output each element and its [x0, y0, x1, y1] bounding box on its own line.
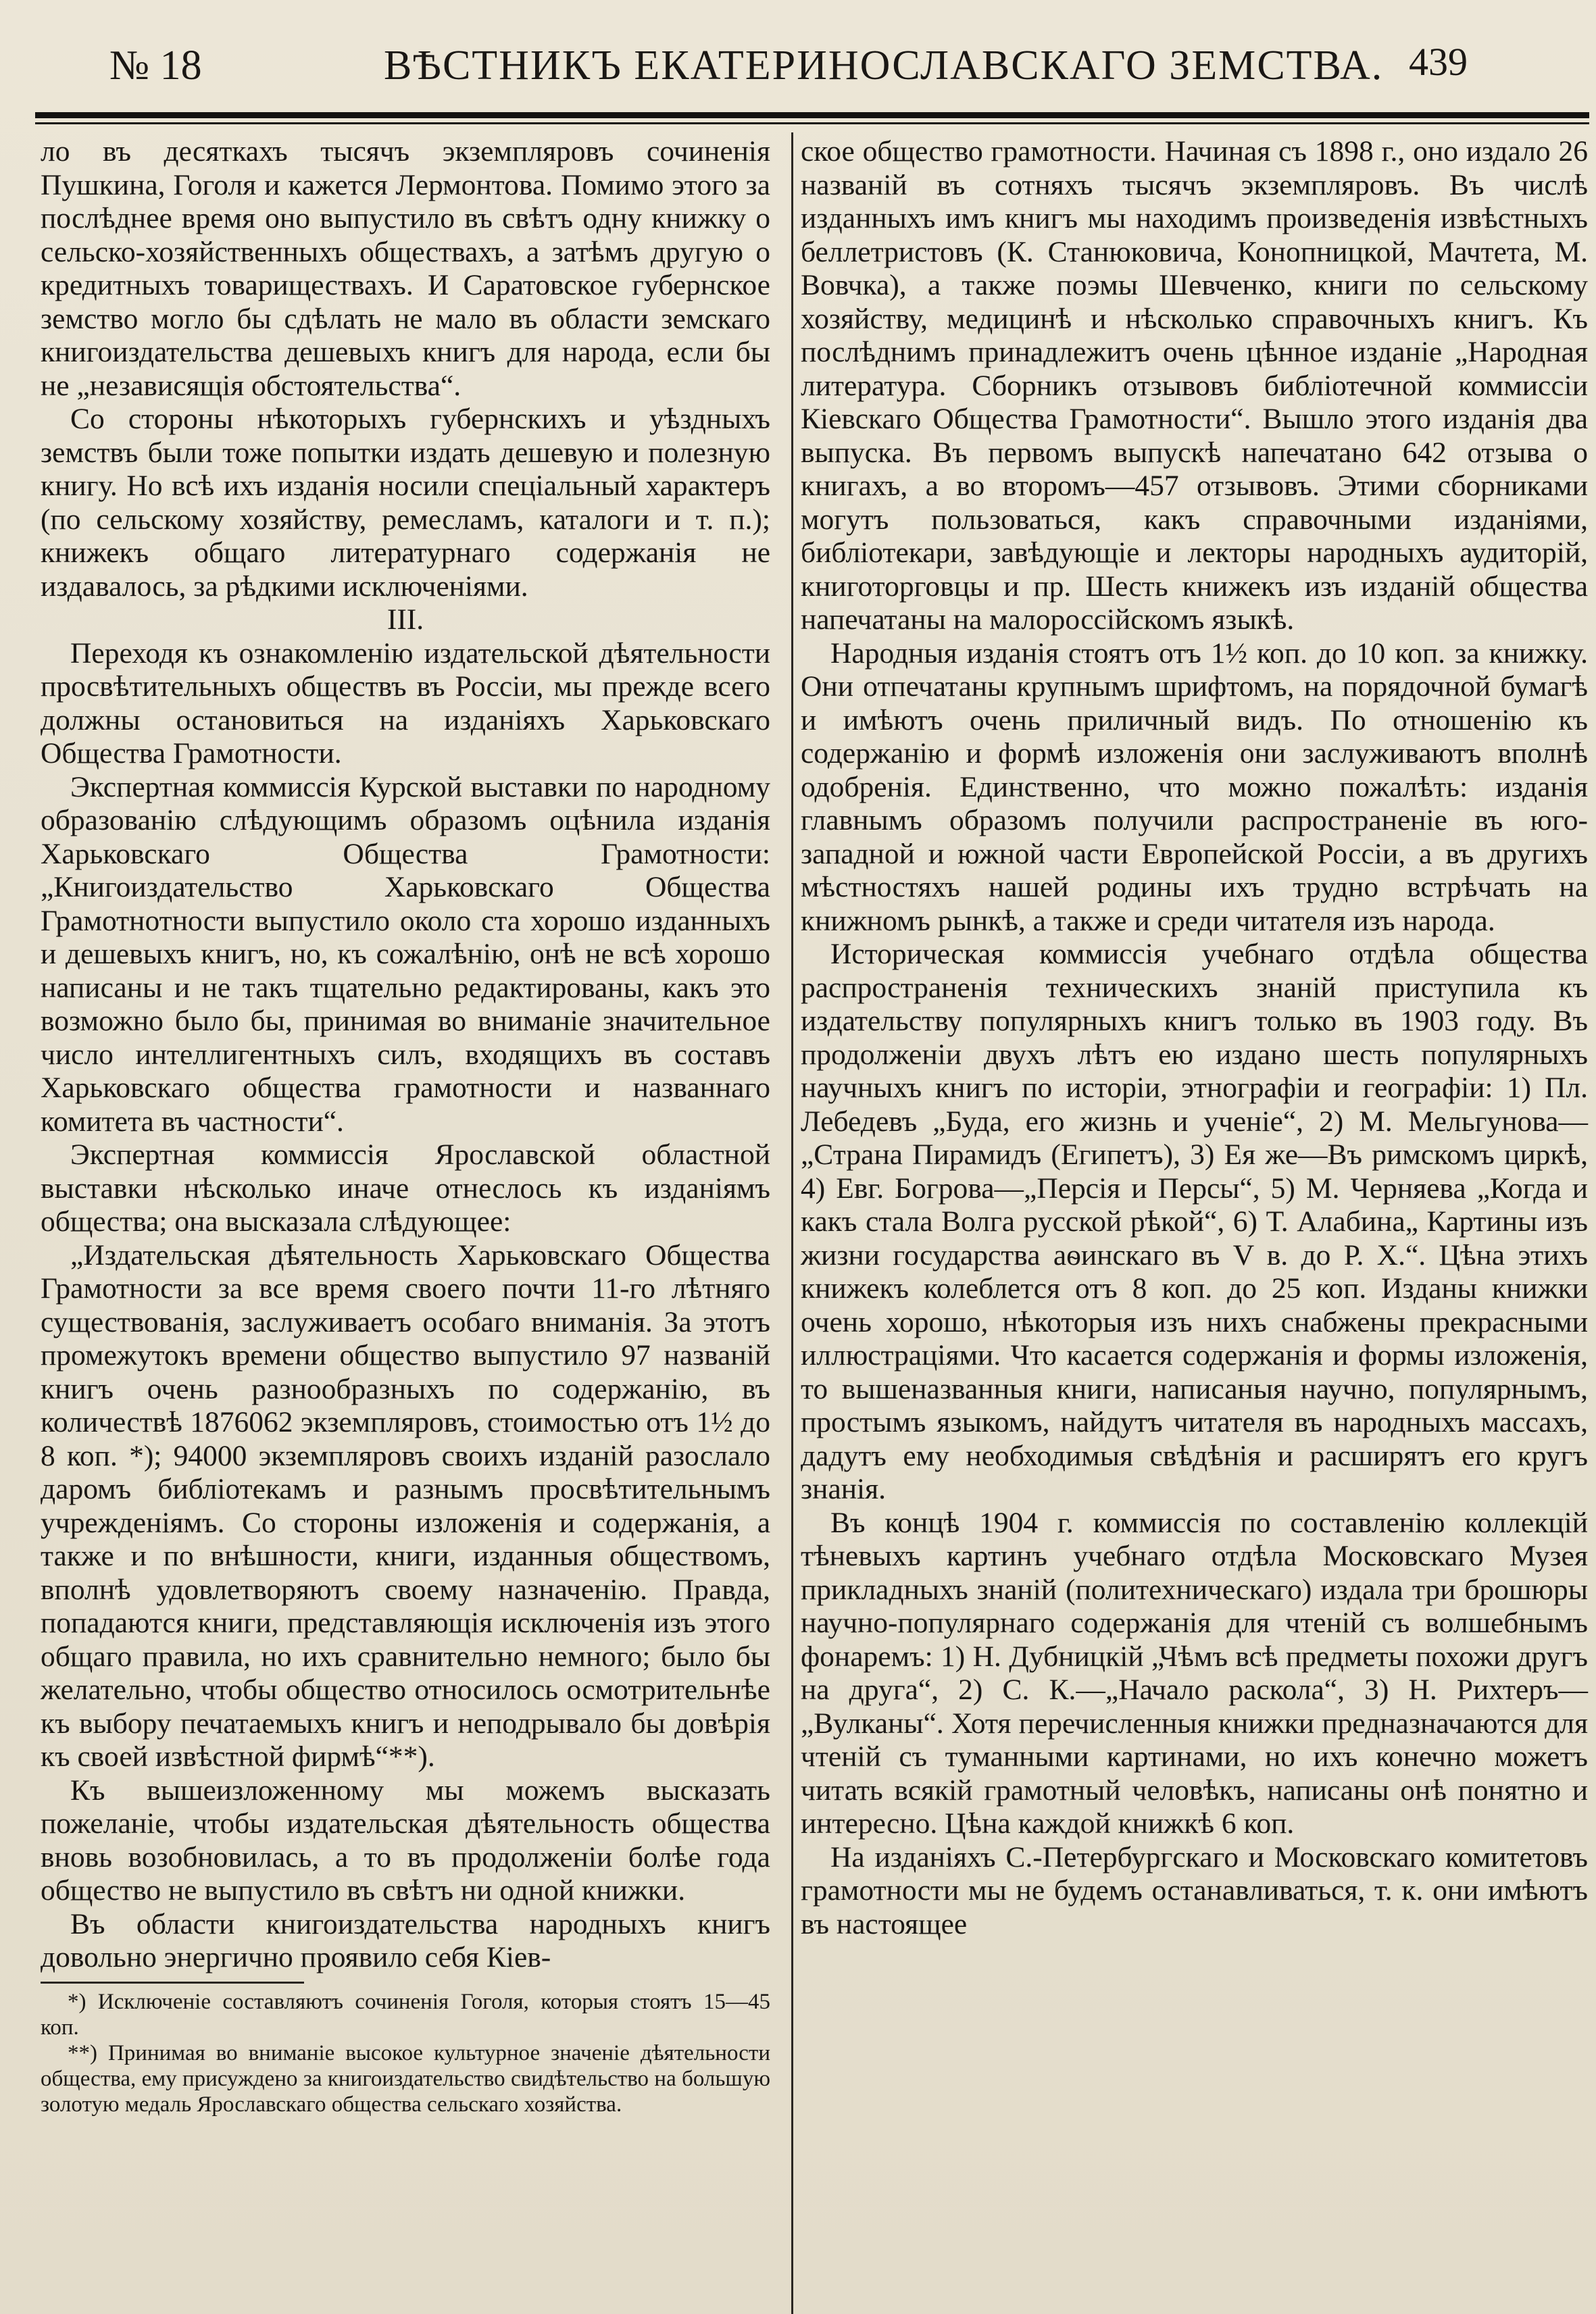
footnote-rule [41, 1982, 304, 1984]
paragraph: Историческая коммиссія учебнаго отдѣла общества распространенія техническихъ знаній приступила къ издательству популярныхъ книгъ только въ 1903 году. Въ продолженіи двухъ лѣтъ ею издано шесть популярныхъ научныхъ книгъ по исторіи, этнографіи и географіи: 1) Пл. Лебедевъ „Буда, его жизнь и ученіе“, 2) М. Мельгунова—„Страна Пирамидъ (Египетъ), 3) Ея же—Въ римскомъ циркѣ, 4) Евг. Богрова—„Персія и Персы“, 5) М. Черняева „Когда и какъ стала Волга русской рѣкой“, 6) Т. Алабина„ Картины изъ жизни государства аѳинскаго въ V в. до Р. Х.“. Цѣна этихъ книжекъ колеблется отъ 8 коп. до 25 коп. Изданы книжки очень хорошо, нѣкоторыя изъ нихъ снабжены прекрасными иллюстраціями. Что касается содержанія и формы изложенія, то вышеназванныя книги, написаныя научно, популярнымъ, простымъ языкомъ, найдутъ читателя въ народныхъ массахъ, дадутъ ему необходимыя свѣдѣнія и расширятъ его кругъ знанія. [801, 938, 1588, 1505]
issue-number: № 18 [109, 43, 202, 89]
page-number: 439 [1409, 40, 1468, 84]
header-rule-thin [35, 122, 1589, 124]
paragraph: ское общество грамотности. Начиная съ 1898 г., оно издало 26 названій въ сотняхъ тысячъ экземпляровъ. Въ числѣ изданныхъ имъ книгъ мы находимъ произведенія извѣстныхъ беллетристовъ (К. Станюковича, Конопницкой, Мачтета, М. Вовчка), а также поэмы Шевченко, книги по сельскому хозяйству, медицинѣ и нѣсколько справочныхъ книгъ. Къ послѣднимъ принадлежитъ очень цѣнное изданіе „Народная литература. Сборникъ отзывовъ библіотечной коммиссіи Кіевскаго Общества Грамотности“. Вышло этого изданія два выпуска. Въ первомъ выпускѣ напечатано 642 отзыва о книгахъ, а во второмъ—457 отзывовъ. Этими сборниками могутъ пользоваться, какъ справочными изданіями, библіотекари, завѣдующіе и лекторы народныхъ аудиторій, книготорговцы и пр. Шесть книжекъ изъ изданій общества напечатаны на малороссійскомъ языкѣ. [801, 135, 1588, 636]
footnote: *) Исключеніе составляютъ сочиненія Гоголя, которыя стоятъ 15—45 коп. [41, 1989, 770, 2040]
paragraph: Народныя изданія стоятъ отъ 1½ коп. до 10 коп. за книжку. Они отпечатаны крупнымъ шрифтомъ, на порядочной бумагѣ и имѣютъ очень приличный видъ. По отношенію къ содержанію и формѣ изложенія они заслуживаютъ вполнѣ одобренія. Единственно, что можно пожалѣть: изданія главнымъ образомъ получили распространеніе въ юго-западной и южной части Европейской Россіи, а въ другихъ мѣстностяхъ нашей родины ихъ трудно встрѣчать на книжномъ рынкѣ, а также и среди читателя изъ народа. [801, 636, 1588, 937]
paragraph: Со стороны нѣкоторыхъ губернскихъ и уѣздныхъ земствъ были тоже попытки издать дешевую и полезную книгу. Но всѣ ихъ изданія носили спеціальный характеръ (по сельскому хозяйству, ремесламъ, каталоги и т. п.); книжекъ общаго литературнаго содержанія не издавалось, за рѣдкими исключеніями. [41, 403, 770, 603]
right-column [801, 135, 1588, 1941]
paragraph: Въ концѣ 1904 г. коммиссія по составленію коллекцій тѣневыхъ картинъ учебнаго отдѣла Московскаго Музея прикладныхъ знаній (политехническаго) издала три брошюры научно-популярнаго содержанія для чтеній съ волшебнымъ фонаремъ: 1) Н. Дубницкій „Чѣмъ всѣ предметы похожи другъ на друга“, 2) С. К.—„Начало раскола“, 3) Н. Рихтеръ—„Вулканы“. Хотя перечисленныя книжки предназначаются для чтеній съ туманными картинами, но ихъ конечно можетъ читать всякій грамотный человѣкъ, написаны онѣ понятно и интересно. Цѣна каждой книжкѣ 6 коп. [801, 1506, 1588, 1840]
column-divider [791, 132, 793, 2314]
paragraph: На изданіяхъ С.-Петербургскаго и Московскаго комитетовъ грамотности мы не будемъ останавливаться, т. к. они имѣютъ въ настоящее [801, 1840, 1588, 1940]
paragraph: Въ области книгоиздательства народныхъ книгъ довольно энергично проявило себя Кіев- [41, 1907, 770, 1973]
section-heading: III. [386, 603, 424, 636]
paragraph: Къ вышеизложенному мы можемъ высказать пожеланіе, чтобы издательская дѣятельность общества вновь возобновилась, а то въ продолженіи болѣе года общество не выпустило въ свѣтъ ни одной книжки. [41, 1774, 770, 1907]
paragraph: Экспертная коммиссія Курской выставки по народному образованію слѣдующимъ образомъ оцѣнила изданія Харьковскаго Общества Грамотности: „Книгоиздательство Харьковскаго Общества Грамотнотности выпустило около ста хорошо изданныхъ и дешевыхъ книгъ, но, къ сожалѣнію, онѣ не всѣ хорошо написаны и не такъ тщательно редактированы, какъ это возможно было бы, принимая во вниманіе значительное число интеллигентныхъ силъ, входящихъ въ составъ Харьковскаго общества грамотности и названнаго комитета въ частности“. [41, 770, 770, 1138]
journal-title: ВѢСТНИКЪ ЕКАТЕРИНОСЛАВСКАГО ЗЕМСТВА. [384, 43, 1384, 89]
paragraph: „Издательская дѣятельность Харьковскаго Общества Грамотности за все время своего почти 11-го лѣтняго существованія, заслуживаетъ особаго вниманія. За этотъ промежутокъ времени общество выпустило 97 названій книгъ очень разнообразныхъ по содержанію, въ количествѣ 1876062 экземпляровъ, стоимостью отъ 1½ до 8 коп. *); 94000 экземпляровъ своихъ изданій разослало даромъ библіотекамъ и разнымъ просвѣтительнымъ учрежденіямъ. Со стороны изложенія и содержанія, а также и по внѣшности, книги, изданныя обществомъ, вполнѣ удовлетворяютъ своему назначенію. Правда, попадаются книги, представляющія исключенія изъ этого общаго правила, но ихъ сравнительно немного; было бы желательно, чтобы общество относилось осмотрительнѣе къ выбору печатаемыхъ книгъ и неподрывало бы довѣрія къ своей извѣстной фирмѣ“**). [41, 1238, 770, 1773]
paragraph: Экспертная коммиссія Ярославской областной выставки нѣсколько иначе отнеслось къ изданіямъ общества; она высказала слѣдующее: [41, 1138, 770, 1238]
footnote: **) Принимая во вниманіе высокое культурное значеніе дѣятельности общества, ему присуждено за книгоиздательство свидѣтельство на большую золотую медаль Ярославскаго общества сельскаго хозяйства. [41, 2040, 770, 2117]
page-header [39, 35, 1557, 103]
paragraph: ло въ десяткахъ тысячъ экземпляровъ сочиненія Пушкина, Гоголя и кажется Лермонтова. Помимо этого за послѣднее время оно выпустило въ свѣтъ одну книжку о сельско-хозяйственныхъ обществахъ, а затѣмъ другую о кредитныхъ товариществахъ. И Саратовское губернское земство могло бы сдѣлать не мало въ области земскаго книгоиздательства дешевыхъ книгъ для народа, если бы не „независящія обстоятельства“. [41, 135, 770, 402]
paragraph: Переходя къ ознакомленію издательской дѣятельности просвѣтительныхъ обществъ въ Россіи, мы прежде всего должны остановиться на изданіяхъ Харьковскаго Общества Грамотности. [41, 636, 770, 770]
left-column [41, 135, 770, 2117]
header-rule-thick [35, 112, 1589, 118]
